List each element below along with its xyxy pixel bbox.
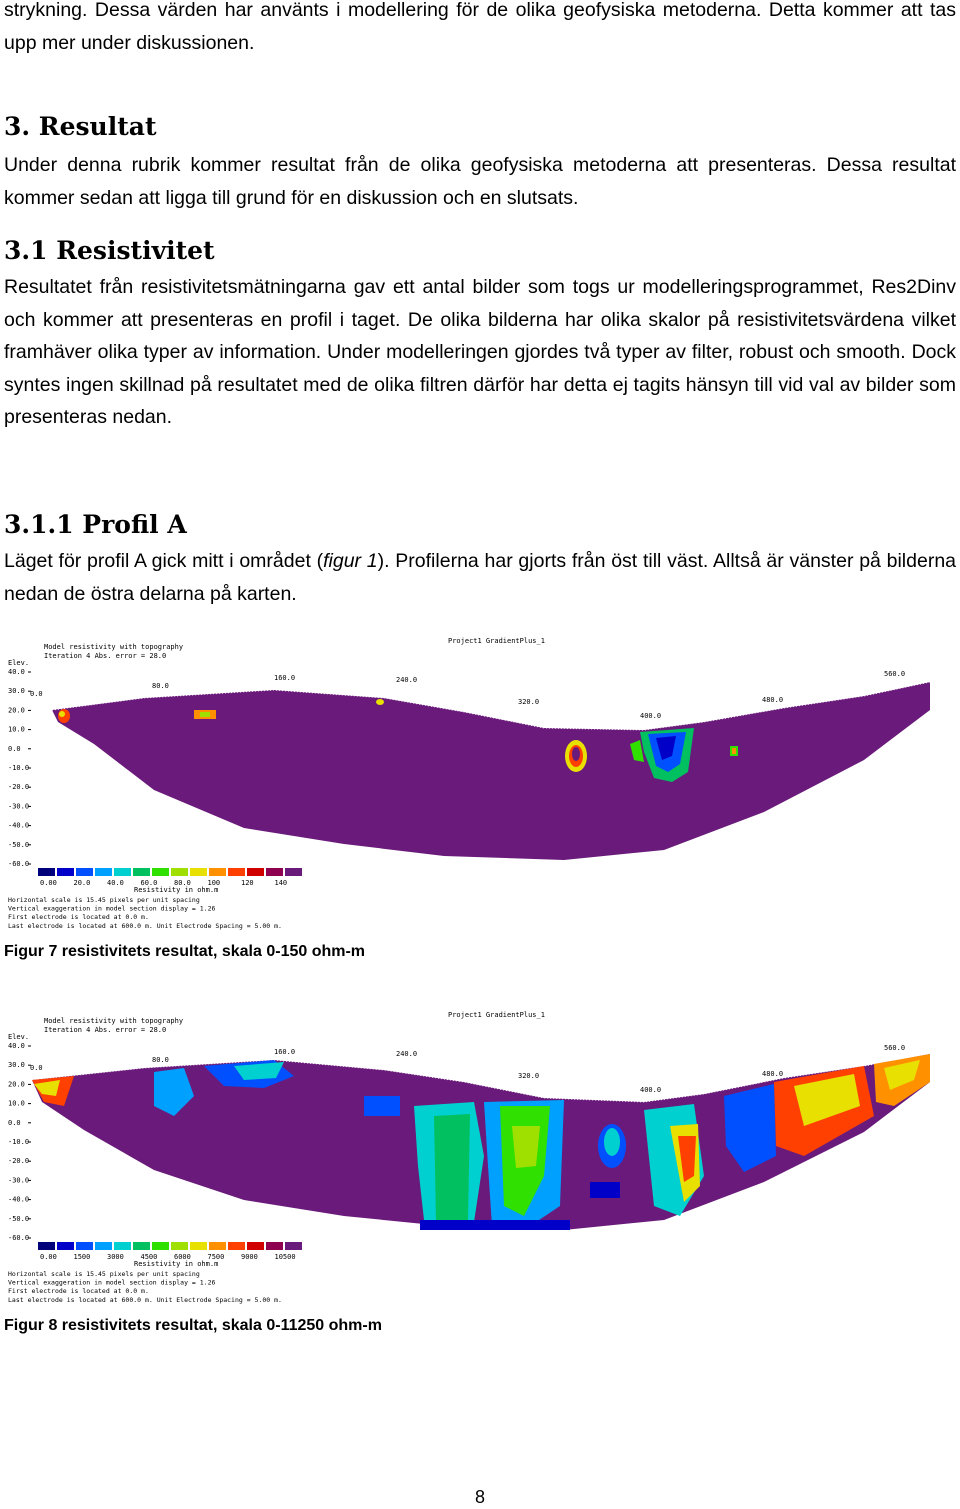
fig8-scale-swatch	[266, 1242, 283, 1250]
fig8-scale-label: 9000	[241, 1253, 258, 1261]
fig7-elev-tick: 0.0	[8, 744, 21, 753]
fig8-distance-tick: 320.0	[518, 1072, 540, 1080]
fig8-elev-tick: 30.0	[8, 1061, 25, 1070]
heading-profile-a: 3.1.1 Profil A	[4, 510, 187, 539]
fig8-scale-swatch	[209, 1242, 226, 1250]
fig8-scale-swatch	[171, 1242, 188, 1250]
fig8-scale-label: 4500	[140, 1253, 158, 1261]
fig7-elev-tick: 10.0	[8, 725, 25, 734]
fig7-distance-tick: 400.0	[640, 712, 662, 720]
intro-paragraph: strykning. Dessa värden har använts i modellering för de olika geofysiska metoderna. Detta kommer att tas upp mer under diskussionen.	[4, 0, 956, 54]
fig8-footer-line: Horizontal scale is 15.45 pixels per unit spacing	[8, 1270, 200, 1278]
fig7-scale-swatch	[266, 868, 283, 876]
figure-8-resistivity-section	[4, 1006, 949, 1306]
fig7-scale-swatch	[247, 868, 264, 876]
fig7-footer-line: Last electrode is located at 600.0 m. Unit Electrode Spacing = 5.00 m.	[8, 921, 282, 930]
fig7-footer-line: Horizontal scale is 15.45 pixels per unit spacing	[8, 896, 200, 904]
fig7-scale-label: 140	[274, 879, 288, 887]
fig8-scale-label: 6000	[174, 1253, 191, 1261]
fig7-elev-tick: -10.0	[8, 764, 30, 772]
fig7-scale-swatch	[285, 868, 302, 876]
figure-7-caption: Figur 7 resistivitets resultat, skala 0-150 ohm-m	[4, 943, 366, 960]
fig7-elev-tick: 30.0	[8, 687, 25, 696]
fig8-elev-tick: -60.0	[8, 1234, 30, 1242]
heading-resistivity: 3.1 Resistivitet	[4, 236, 215, 265]
fig7-elev-tick: -60.0	[8, 860, 30, 868]
figure-7-resistivity-section	[4, 632, 949, 932]
fig7-scale-label: 120	[241, 879, 254, 887]
fig8-scale-label: 3000	[107, 1253, 124, 1261]
fig8-elev-tick: 20.0	[8, 1080, 25, 1089]
fig7-scale-swatch	[114, 868, 131, 876]
fig8-distance-tick: 480.0	[762, 1070, 784, 1078]
fig8-color-scale	[38, 1242, 302, 1261]
page-number: 8	[474, 1487, 485, 1507]
fig8-scale-swatch	[285, 1242, 302, 1250]
fig7-scale-label: 20.0	[73, 879, 91, 887]
fig8-elev-tick: 10.0	[8, 1099, 25, 1108]
fig7-elev-tick: -20.0	[8, 783, 30, 792]
fig8-scale-swatch	[152, 1242, 169, 1250]
fig7-scale-label: 80.0	[174, 879, 191, 887]
fig7-scale-swatch	[171, 868, 188, 876]
fig7-scale-swatch	[228, 868, 245, 876]
fig8-distance-tick: 80.0	[152, 1056, 169, 1064]
fig7-distance-tick: 320.0	[518, 698, 540, 706]
fig7-scale-swatch	[209, 868, 226, 876]
fig7-scale-label: 40.0	[107, 879, 124, 887]
fig7-elev-tick: -30.0	[8, 802, 30, 811]
fig8-distance-tick: 560.0	[884, 1044, 906, 1052]
fig8-scale-swatch	[190, 1242, 207, 1250]
fig8-scale-swatch	[247, 1242, 264, 1250]
fig8-elev-tick: -10.0	[8, 1138, 30, 1146]
fig7-distance-tick: 80.0	[152, 682, 169, 690]
fig8-elevation-axis	[8, 1042, 31, 1242]
fig7-scale-swatch	[95, 868, 112, 876]
fig8-scale-swatch	[228, 1242, 245, 1250]
profile-a-paragraph: Läget för profil A gick mitt i området (figur 1). Profilerna har gjorts från öst till väst. Alltså är vänster på bilderna nedan de östra delarna på karten.	[4, 550, 957, 605]
fig7-distance-tick: 240.0	[396, 676, 418, 684]
fig7-distance-tick: 0.0	[30, 690, 43, 698]
fig8-footer-line: First electrode is located at 0.0 m.	[8, 1287, 149, 1296]
fig8-title-line2: Iteration 4 Abs. error = 28.0	[44, 1026, 167, 1034]
fig7-project: Project1 GradientPlus_1	[448, 637, 545, 645]
fig8-scale-swatch	[76, 1242, 93, 1250]
fig7-title-line1: Model resistivity with topography	[44, 643, 184, 651]
fig7-elev-tick: 20.0	[8, 706, 25, 715]
fig8-distance-tick: 0.0	[30, 1064, 43, 1072]
fig8-scale-label: 1500	[73, 1253, 91, 1261]
heading-results: 3. Resultat	[4, 112, 157, 141]
fig7-elev-tick: -40.0	[8, 821, 30, 830]
fig8-elev-tick: -30.0	[8, 1176, 30, 1185]
fig7-distance-tick: 560.0	[884, 670, 906, 678]
fig7-scale-swatch	[57, 868, 74, 876]
fig8-scale-swatch	[95, 1242, 112, 1250]
fig8-scale-swatch	[133, 1242, 150, 1250]
fig8-elev-tick: -50.0	[8, 1214, 30, 1223]
fig7-elev-label: Elev.	[8, 659, 30, 667]
fig7-scale-swatch	[38, 868, 55, 876]
fig7-distance-tick: 160.0	[274, 674, 296, 682]
fig7-scale-swatch	[133, 868, 150, 876]
fig7-footer-line: Vertical exaggeration in model section display = 1.26	[8, 904, 216, 913]
fig8-elev-tick: -40.0	[8, 1195, 30, 1204]
fig8-elev-tick: 40.0	[8, 1042, 25, 1050]
fig8-scale-swatch	[38, 1242, 55, 1250]
fig7-color-scale	[38, 868, 302, 887]
fig7-footer-notes	[8, 896, 282, 930]
fig8-scale-label: 0.00	[40, 1253, 57, 1261]
fig7-elevation-axis	[8, 668, 31, 868]
fig7-scale-title: Resistivity in ohm.m	[134, 886, 219, 894]
fig8-scale-title: Resistivity in ohm.m	[134, 1260, 219, 1268]
fig7-footer-line: First electrode is located at 0.0 m.	[8, 913, 149, 922]
fig7-scale-label: 100	[207, 879, 221, 887]
fig7-scale-label: 60.0	[140, 879, 158, 887]
fig8-footer-line: Last electrode is located at 600.0 m. Unit Electrode Spacing = 5.00 m.	[8, 1295, 282, 1304]
fig8-footer-line: Vertical exaggeration in model section display = 1.26	[8, 1278, 216, 1287]
fig8-distance-tick: 400.0	[640, 1086, 662, 1094]
fig8-elev-tick: -20.0	[8, 1157, 30, 1166]
fig8-scale-label: 10500	[274, 1253, 296, 1261]
fig8-distance-tick: 160.0	[274, 1048, 296, 1056]
fig8-elev-tick: 0.0	[8, 1118, 21, 1127]
fig8-project: Project1 GradientPlus_1	[448, 1011, 545, 1019]
fig7-scale-swatch	[152, 868, 169, 876]
fig7-scale-swatch	[190, 868, 207, 876]
fig8-title-line1: Model resistivity with topography	[44, 1017, 184, 1025]
fig8-scale-label: 7500	[207, 1253, 225, 1261]
fig8-scale-swatch	[114, 1242, 131, 1250]
fig8-scale-swatch	[57, 1242, 74, 1250]
fig7-elev-tick: -50.0	[8, 840, 30, 849]
fig7-model-section	[52, 682, 930, 860]
fig8-distance-tick: 240.0	[396, 1050, 418, 1058]
figure-8-caption: Figur 8 resistivitets resultat, skala 0-11250 ohm-m	[4, 1317, 382, 1334]
resistivity-paragraph: Resultatet från resistivitetsmätningarna gav ett antal bilder som togs ur modelleringsprogrammet, Res2Dinv och kommer att presenteras en profil i taget. De olika bilderna har olika skalor på resistivitetsvärdena vilket framhäver olika typer av information. Under modelleringen gjordes två typer av filter, robust och smooth. Dock syntes ingen skillnad på resultatet med de olika filtren därför har detta ej tagits hänsyn till vid val av bilder som presenteras nedan.	[4, 276, 956, 428]
results-paragraph: Under denna rubrik kommer resultat från de olika geofysiska metoderna att presenteras. Dessa resultat kommer sedan att ligga till grund för en diskussion och en slutsats.	[4, 154, 956, 209]
fig7-distance-tick: 480.0	[762, 696, 784, 704]
fig8-footer-notes	[8, 1270, 282, 1304]
fig7-scale-label: 0.00	[40, 879, 57, 887]
fig8-elev-label: Elev.	[8, 1033, 30, 1041]
fig7-title-line2: Iteration 4 Abs. error = 28.0	[44, 652, 167, 660]
fig7-scale-swatch	[76, 868, 93, 876]
fig7-elev-tick: 40.0	[8, 668, 25, 676]
